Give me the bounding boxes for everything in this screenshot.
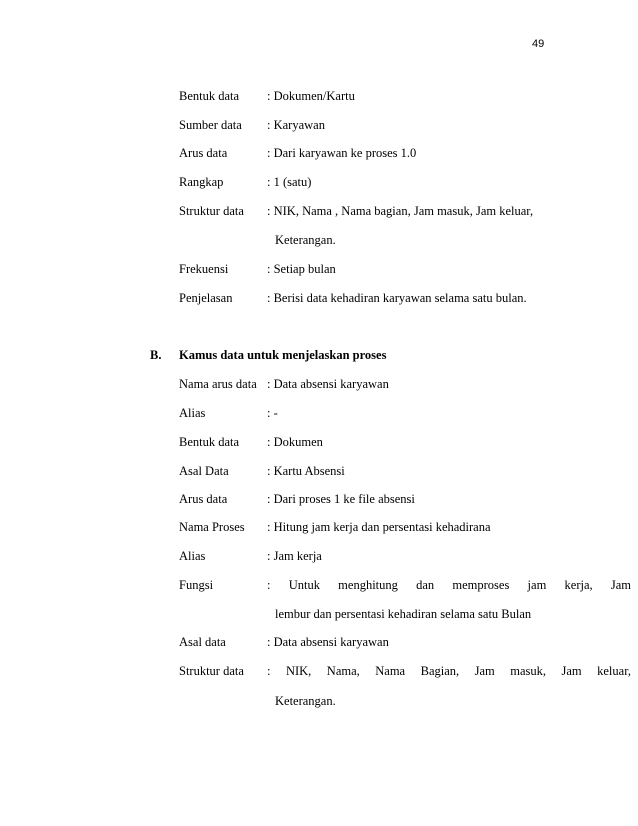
entry-value: : 1 (satu) — [267, 175, 312, 189]
entry-value: : - — [267, 406, 278, 420]
entry-value: : NIK, Nama , Nama bagian, Jam masuk, Jam keluar, — [267, 204, 534, 218]
entry-value: : Dari proses 1 ke file absensi — [267, 492, 415, 506]
entry-label: Alias — [179, 406, 206, 420]
entry-label: Bentuk data — [179, 89, 240, 103]
entry-label: Nama arus data — [179, 377, 257, 391]
entry-value: : Dokumen — [267, 435, 323, 449]
section-letter: B. — [150, 348, 162, 362]
entry-value: : Berisi data kehadiran karyawan selama satu bulan. — [267, 291, 527, 305]
entry-value: : Jam kerja — [267, 549, 322, 563]
entry-value: : Data absensi karyawan — [267, 635, 389, 649]
entry-label: Bentuk data — [179, 435, 240, 449]
entry-continuation: lembur dan persentasi kehadiran selama satu Bulan — [275, 607, 532, 621]
entry-label: Frekuensi — [179, 262, 229, 276]
entry-value: : Kartu Absensi — [267, 464, 345, 478]
entry-value: : Data absensi karyawan — [267, 377, 389, 391]
entry-label: Rangkap — [179, 175, 224, 189]
entry-label: Arus data — [179, 146, 228, 160]
section-title: Kamus data untuk menjelaskan proses — [179, 348, 387, 362]
entry-label: Penjelasan — [179, 291, 233, 305]
entry-label: Asal data — [179, 635, 226, 649]
entry-label: Sumber data — [179, 118, 242, 132]
entry-value: : Karyawan — [267, 118, 325, 132]
entry-value: : Hitung jam kerja dan persentasi kehadirana — [267, 520, 491, 534]
entry-value: : Setiap bulan — [267, 262, 336, 276]
page-number: 49 — [532, 38, 545, 50]
entry-value: : Untuk menghitung dan memproses jam kerja, Jam — [267, 578, 631, 592]
entry-label: Arus data — [179, 492, 228, 506]
entry-value: : Dokumen/Kartu — [267, 89, 355, 103]
entry-label: Asal Data — [179, 464, 229, 478]
entry-continuation: Keterangan. — [275, 694, 336, 708]
entry-continuation: Keterangan. — [275, 233, 336, 247]
entry-label: Nama Proses — [179, 520, 245, 534]
entry-label: Alias — [179, 549, 206, 563]
entry-value: : NIK, Nama, Nama Bagian, Jam masuk, Jam keluar, — [267, 664, 631, 678]
entry-label: Struktur data — [179, 204, 244, 218]
entry-label: Struktur data — [179, 664, 244, 678]
entry-label: Fungsi — [179, 578, 214, 592]
entry-value: : Dari karyawan ke proses 1.0 — [267, 146, 417, 160]
